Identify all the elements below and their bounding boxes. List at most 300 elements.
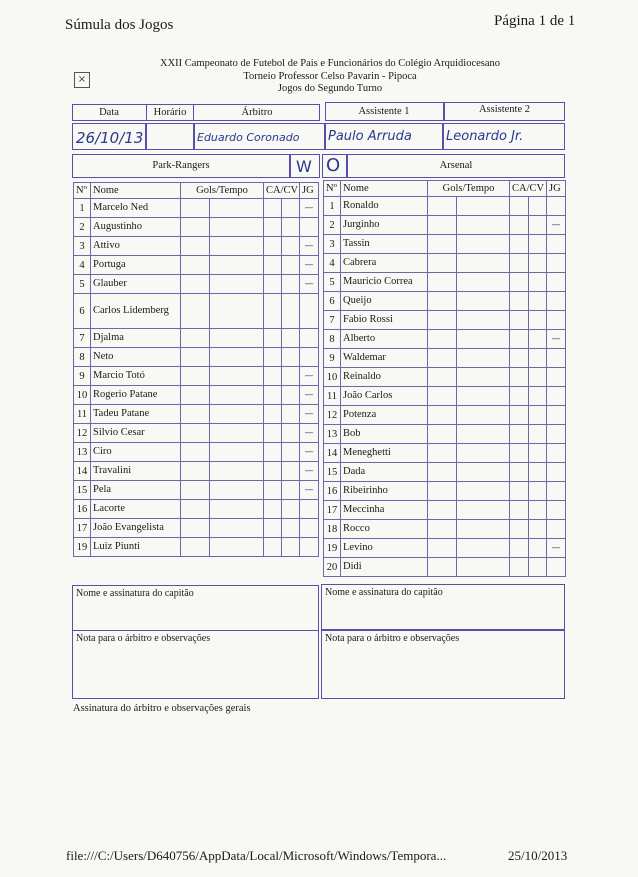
goals-cell[interactable] [181,275,210,294]
played-mark[interactable]: — [547,330,566,349]
col-goals: Gols/Tempo [428,181,510,197]
played-mark[interactable] [547,463,566,482]
red-card-cell[interactable] [282,294,300,329]
yellow-card-cell[interactable] [510,482,529,501]
assistant1-value: Paulo Arruda [328,129,412,144]
played-mark[interactable] [300,500,319,519]
played-mark[interactable]: — [300,256,319,275]
yellow-card-cell[interactable] [510,539,529,558]
played-mark[interactable] [547,482,566,501]
red-card-cell[interactable] [282,237,300,256]
player-name: Bob [341,425,428,444]
red-card-cell[interactable] [529,539,547,558]
time-cell[interactable] [210,218,264,237]
yellow-card-cell[interactable] [510,406,529,425]
goals-cell[interactable] [428,273,457,292]
played-mark[interactable] [547,368,566,387]
player-name: Meccinha [341,501,428,520]
goals-cell[interactable] [428,501,457,520]
time-cell[interactable] [210,386,264,405]
player-number: 5 [324,273,341,292]
yellow-card-cell[interactable] [510,330,529,349]
played-mark[interactable] [547,444,566,463]
played-mark[interactable] [300,519,319,538]
red-card-cell[interactable] [529,311,547,330]
played-mark[interactable]: — [300,237,319,256]
time-cell[interactable] [457,197,510,216]
col-number: Nº [74,183,91,199]
red-card-cell[interactable] [282,519,300,538]
red-card-cell[interactable] [282,256,300,275]
played-mark[interactable] [300,329,319,348]
yellow-card-cell[interactable] [510,520,529,539]
table-row [324,349,566,368]
assistant1-label: Assistente 1 [358,106,410,117]
table-row [324,482,566,501]
player-number: 4 [324,254,341,273]
time-cell[interactable] [457,368,510,387]
time-cell[interactable] [457,520,510,539]
red-card-cell[interactable] [529,444,547,463]
red-card-cell[interactable] [282,329,300,348]
goals-cell[interactable] [428,197,457,216]
yellow-card-cell[interactable] [510,292,529,311]
red-card-cell[interactable] [282,462,300,481]
played-mark[interactable] [547,197,566,216]
time-cell[interactable] [210,199,264,218]
goals-cell[interactable] [428,292,457,311]
col-name: Nome [341,181,428,197]
goals-cell[interactable] [428,406,457,425]
goals-cell[interactable] [181,256,210,275]
player-name: Tassin [341,235,428,254]
goals-cell[interactable] [428,425,457,444]
time-cell[interactable] [457,444,510,463]
red-card-cell[interactable] [529,292,547,311]
player-number: 7 [74,329,91,348]
team-right-roster [323,180,566,577]
red-card-cell[interactable] [529,349,547,368]
yellow-card-cell[interactable] [510,368,529,387]
player-name: Pela [91,481,181,500]
player-number: 14 [74,462,91,481]
yellow-card-cell[interactable] [510,197,529,216]
player-name: Augustinho [91,218,181,237]
played-mark[interactable] [547,406,566,425]
player-number: 1 [74,199,91,218]
red-card-cell[interactable] [529,387,547,406]
player-name: Djalma [91,329,181,348]
red-card-cell[interactable] [282,218,300,237]
player-number: 15 [74,481,91,500]
yellow-card-cell[interactable] [510,254,529,273]
time-cell[interactable] [457,273,510,292]
col-cards: CA/CV [510,181,547,197]
table-row [74,405,319,424]
captain-signature-left[interactable] [72,585,319,631]
table-row [324,444,566,463]
player-number: 16 [74,500,91,519]
yellow-card-cell[interactable] [264,443,282,462]
played-mark[interactable] [300,294,319,329]
yellow-card-cell[interactable] [264,481,282,500]
player-name: Tadeu Patane [91,405,181,424]
time-cell[interactable] [210,519,264,538]
table-row [324,520,566,539]
red-card-cell[interactable] [529,235,547,254]
player-name: Waldemar [341,349,428,368]
yellow-card-cell[interactable] [510,463,529,482]
played-mark[interactable] [547,558,566,577]
time-cell[interactable] [210,424,264,443]
red-card-cell[interactable] [529,368,547,387]
goals-cell[interactable] [181,329,210,348]
goals-cell[interactable] [428,444,457,463]
player-name: Mauricio Correa [341,273,428,292]
time-cell[interactable] [457,349,510,368]
yellow-card-cell[interactable] [510,444,529,463]
goals-cell[interactable] [181,218,210,237]
yellow-card-cell[interactable] [264,424,282,443]
yellow-card-cell[interactable] [264,348,282,367]
yellow-card-cell[interactable] [264,386,282,405]
time-cell[interactable] [457,311,510,330]
date-value: 26/10/13 [76,129,144,147]
time-field[interactable] [146,123,194,150]
player-name: Ribeirinho [341,482,428,501]
red-card-cell[interactable] [529,216,547,235]
goals-cell[interactable] [428,311,457,330]
goals-cell[interactable] [181,348,210,367]
notes-label-left: Nota para o árbitro e observações [76,633,211,644]
played-mark[interactable] [300,348,319,367]
team-right-mark: O [326,155,341,176]
yellow-card-cell[interactable] [510,501,529,520]
played-mark[interactable]: — [300,386,319,405]
played-mark[interactable] [300,538,319,557]
yellow-card-cell[interactable] [510,387,529,406]
red-card-cell[interactable] [282,500,300,519]
table-row [324,330,566,349]
player-number: 13 [74,443,91,462]
yellow-card-cell[interactable] [264,500,282,519]
goals-cell[interactable] [181,237,210,256]
time-cell[interactable] [210,348,264,367]
red-card-cell[interactable] [529,501,547,520]
col-cards: CA/CV [264,183,300,199]
table-row [74,500,319,519]
player-number: 9 [324,349,341,368]
table-row [74,218,319,237]
table-row [324,501,566,520]
red-card-cell[interactable] [282,348,300,367]
time-cell[interactable] [457,425,510,444]
yellow-card-cell[interactable] [510,558,529,577]
played-mark[interactable] [547,292,566,311]
player-name: Didi [341,558,428,577]
player-number: 10 [74,386,91,405]
table-row [74,367,319,386]
played-mark[interactable] [547,520,566,539]
page-title: Súmula dos Jogos [65,17,174,33]
player-number: 1 [324,197,341,216]
team-left-mark: W [296,157,312,176]
time-cell[interactable] [457,539,510,558]
player-number: 20 [324,558,341,577]
red-card-cell[interactable] [529,273,547,292]
table-row [324,292,566,311]
goals-cell[interactable] [428,349,457,368]
played-mark[interactable]: — [300,481,319,500]
yellow-card-cell[interactable] [264,538,282,557]
goals-cell[interactable] [428,558,457,577]
goals-cell[interactable] [428,235,457,254]
time-cell[interactable] [210,538,264,557]
player-name: Jurginho [341,216,428,235]
championship-header [120,58,540,96]
red-card-cell[interactable] [529,558,547,577]
time-cell[interactable] [457,406,510,425]
red-card-cell[interactable] [282,199,300,218]
goals-cell[interactable] [181,367,210,386]
table-row [324,254,566,273]
yellow-card-cell[interactable] [264,329,282,348]
red-card-cell[interactable] [282,424,300,443]
time-cell[interactable] [210,237,264,256]
goals-cell[interactable] [181,519,210,538]
player-number: 17 [324,501,341,520]
red-card-cell[interactable] [282,443,300,462]
time-cell[interactable] [210,367,264,386]
red-card-cell[interactable] [282,386,300,405]
player-number: 17 [74,519,91,538]
table-row [74,386,319,405]
player-name: Portuga [91,256,181,275]
player-name: Rogerio Patane [91,386,181,405]
col-jg: JG [300,183,319,199]
close-icon[interactable]: × [74,72,90,88]
player-name: Levino [341,539,428,558]
goals-cell[interactable] [428,520,457,539]
red-card-cell[interactable] [282,481,300,500]
time-cell[interactable] [210,500,264,519]
goals-cell[interactable] [428,482,457,501]
yellow-card-cell[interactable] [264,367,282,386]
team-right-name: Arsenal [439,160,473,171]
goals-cell[interactable] [428,368,457,387]
played-mark[interactable] [547,501,566,520]
player-number: 14 [324,444,341,463]
goals-cell[interactable] [181,538,210,557]
red-card-cell[interactable] [282,275,300,294]
player-name: João Carlos [341,387,428,406]
table-row [324,311,566,330]
yellow-card-cell[interactable] [510,311,529,330]
player-number: 7 [324,311,341,330]
yellow-card-cell[interactable] [264,275,282,294]
table-row [324,197,566,216]
goals-cell[interactable] [181,462,210,481]
played-mark[interactable] [547,273,566,292]
notes-right[interactable] [321,630,565,699]
time-cell[interactable] [457,501,510,520]
player-number: 11 [324,387,341,406]
goals-cell[interactable] [428,463,457,482]
goals-cell[interactable] [181,199,210,218]
time-cell[interactable] [457,482,510,501]
table-row [74,256,319,275]
time-cell[interactable] [457,292,510,311]
goals-cell[interactable] [181,443,210,462]
player-name: Neto [91,348,181,367]
yellow-card-cell[interactable] [264,199,282,218]
player-number: 16 [324,482,341,501]
red-card-cell[interactable] [529,197,547,216]
player-name: Marcelo Ned [91,199,181,218]
played-mark[interactable]: — [300,405,319,424]
time-cell[interactable] [210,256,264,275]
player-number: 8 [74,348,91,367]
player-name: Cabrera [341,254,428,273]
notes-label-right: Nota para o árbitro e observações [325,633,460,644]
table-row [74,329,319,348]
played-mark[interactable]: — [300,424,319,443]
red-card-cell[interactable] [529,482,547,501]
file-path: file:///C:/Users/D640756/AppData/Local/Microsoft/Windows/Tempora... [66,848,447,863]
played-mark[interactable]: — [300,275,319,294]
goals-cell[interactable] [181,424,210,443]
red-card-cell[interactable] [529,425,547,444]
played-mark[interactable]: — [300,443,319,462]
table-row [324,273,566,292]
goals-cell[interactable] [428,539,457,558]
time-cell[interactable] [210,405,264,424]
player-name: Ronaldo [341,197,428,216]
table-row [74,443,319,462]
played-mark[interactable] [547,387,566,406]
yellow-card-cell[interactable] [264,405,282,424]
goals-cell[interactable] [428,216,457,235]
time-cell[interactable] [457,387,510,406]
goals-cell[interactable] [181,481,210,500]
player-name: Meneghetti [341,444,428,463]
goals-cell[interactable] [181,500,210,519]
yellow-card-cell[interactable] [264,519,282,538]
yellow-card-cell[interactable] [264,462,282,481]
yellow-card-cell[interactable] [510,349,529,368]
player-number: 18 [324,520,341,539]
table-row [324,387,566,406]
player-name: Fabio Rossi [341,311,428,330]
red-card-cell[interactable] [529,520,547,539]
table-row [74,294,319,329]
table-row [74,424,319,443]
time-cell[interactable] [457,330,510,349]
yellow-card-cell[interactable] [510,425,529,444]
time-cell[interactable] [210,462,264,481]
red-card-cell[interactable] [282,367,300,386]
player-number: 8 [324,330,341,349]
team-left-roster [73,182,319,557]
yellow-card-cell[interactable] [510,273,529,292]
played-mark[interactable] [547,349,566,368]
player-number: 13 [324,425,341,444]
header-line-1: XXII Campeonato de Futebol de Pais e Funcionários do Colégio Arquidiocesano [159,58,501,69]
played-mark[interactable] [547,311,566,330]
table-row [74,237,319,256]
referee-value: Eduardo Coronado [197,131,300,144]
player-name: Travalini [91,462,181,481]
goals-cell[interactable] [181,294,210,329]
team-left-name: Park-Rangers [152,160,210,171]
red-card-cell[interactable] [529,463,547,482]
time-cell[interactable] [210,294,264,329]
yellow-card-cell[interactable] [264,218,282,237]
time-cell[interactable] [210,329,264,348]
goals-cell[interactable] [428,330,457,349]
goals-cell[interactable] [428,254,457,273]
yellow-card-cell[interactable] [264,256,282,275]
col-name: Nome [91,183,181,199]
header-line-3: Jogos do Segundo Turno [277,83,383,94]
time-cell[interactable] [457,463,510,482]
played-mark[interactable]: — [547,539,566,558]
player-number: 9 [74,367,91,386]
time-cell[interactable] [457,235,510,254]
yellow-card-cell[interactable] [264,294,282,329]
red-card-cell[interactable] [282,405,300,424]
red-card-cell[interactable] [529,254,547,273]
captain-signature-right[interactable] [321,584,565,630]
yellow-card-cell[interactable] [510,235,529,254]
played-mark[interactable] [547,235,566,254]
red-card-cell[interactable] [282,538,300,557]
played-mark[interactable]: — [300,462,319,481]
played-mark[interactable] [300,218,319,237]
time-cell[interactable] [210,275,264,294]
table-row [324,216,566,235]
played-mark[interactable] [547,254,566,273]
table-row [324,539,566,558]
player-number: 19 [74,538,91,557]
player-number: 3 [324,235,341,254]
col-number: Nº [324,181,341,197]
time-cell[interactable] [210,481,264,500]
goals-cell[interactable] [181,405,210,424]
played-mark[interactable] [547,425,566,444]
player-name: Luiz Piunti [91,538,181,557]
print-date: 25/10/2013 [508,848,568,863]
time-cell[interactable] [210,443,264,462]
time-cell[interactable] [457,558,510,577]
time-cell[interactable] [457,254,510,273]
captain-label-left: Nome e assinatura do capitão [76,588,194,599]
goals-cell[interactable] [428,387,457,406]
yellow-card-cell[interactable] [510,216,529,235]
played-mark[interactable]: — [300,199,319,218]
played-mark[interactable]: — [547,216,566,235]
time-cell[interactable] [457,216,510,235]
yellow-card-cell[interactable] [264,237,282,256]
goals-cell[interactable] [181,386,210,405]
played-mark[interactable]: — [300,367,319,386]
red-card-cell[interactable] [529,330,547,349]
red-card-cell[interactable] [529,406,547,425]
table-row [324,368,566,387]
general-signature-label: Assinatura do árbitro e observações gerais [73,703,251,714]
notes-left[interactable] [72,630,319,699]
player-name: Carlos Lidemberg [91,294,181,329]
